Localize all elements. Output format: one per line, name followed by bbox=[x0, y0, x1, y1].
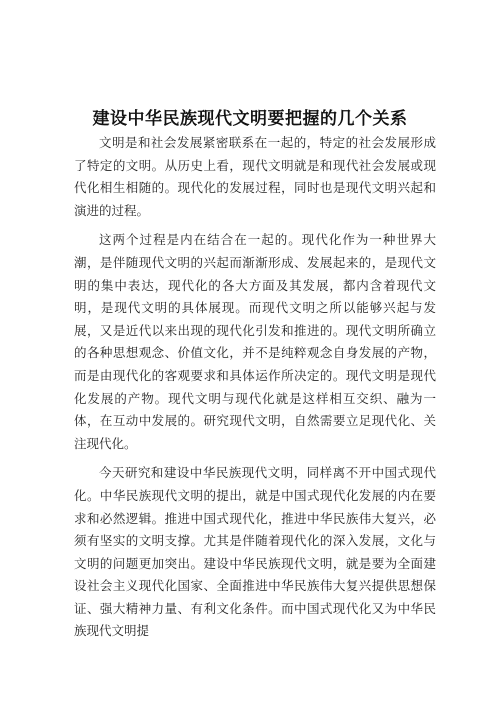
paragraph-1: 文明是和社会发展紧密联系在一起的，特定的社会发展形成了特定的文明。从历史上看，现代文明就是和现代社会发展或现代化相生相随的。现代化的发展过程，同时也是现代文明兴起和演进的过程。 bbox=[74, 135, 436, 218]
paragraph-3: 今天研究和建设中华民族现代文明，同样离不开中国式现代化。中华民族现代文明的提出，就是中国式现代化发展的内在要求和必然逻辑。推进中国式现代化，推进中华民族伟大复兴，必须有坚实的文明支撑。尤其是伴随着现代化的深入发展，文化与文明的问题更加突出。建设中华民族现代文明，就是要为全面建设社会主义现代化国家、全面推进中华民族伟大复兴提供思想保证、强大精神力量、有利文化条件。而中国式现代化又为中华民族现代文明提 bbox=[74, 465, 436, 639]
paragraph-2: 这两个过程是内在结合在一起的。现代化作为一种世界大潮，是伴随现代文明的兴起而渐渐形成、发展起来的，是现代文明的集中表达，现代化的各大方面及其发展，都内含着现代文明，是现代文明的具体展现。而现代文明之所以能够兴起与发展，又是近代以来出现的现代化引发和推进的。现代文明所确立的各种思想观念、价值文化，并不是纯粹观念自身发展的产物，而是由现代化的客观要求和具体运作所决定的。现代文明是现代化发展的产物。现代文明与现代化就是这样相互交织、融为一体，在互动中发展的。研究现代文明，自然需要立足现代化、关注现代化。 bbox=[74, 232, 436, 451]
document-body bbox=[74, 132, 436, 650]
document-title: 建设中华民族现代文明要把握的几个关系 bbox=[92, 109, 408, 129]
